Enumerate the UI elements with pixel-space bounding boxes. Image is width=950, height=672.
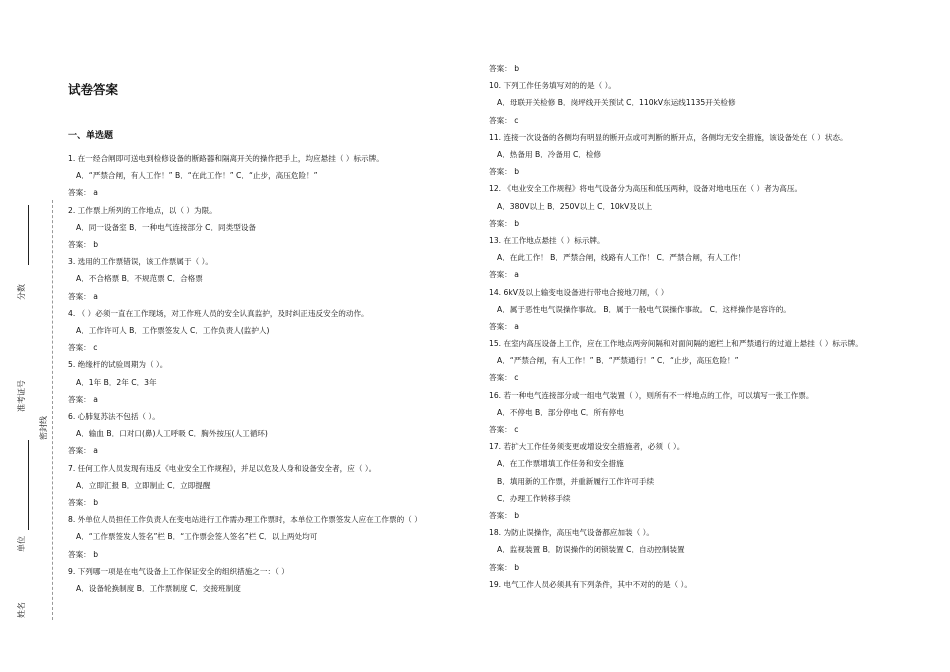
answer-line: 答案： b [489,562,520,572]
question-line: 8. 外单位人员担任工作负责人在变电站进行工作需办理工作票时，本单位工作票签发人应在工作票的（ ） [68,515,422,525]
answer-line: 答案： a [68,394,98,404]
answer-line: 答案： a [68,188,98,198]
option-line: A．不合格票 B．不规范票 C．合格票 [76,274,203,284]
answer-line: 答案： b [489,511,520,521]
question-line: 4. （ ）必须一直在工作现场，对工作班人员的安全认真监护，及时纠正违反安全的动作。 [68,308,369,318]
answer-line: 答案： a [68,291,98,301]
answer-line: 答案： c [489,425,519,435]
question-line: 1. 在一经合闸即可送电到检修设备的断路器和隔离开关的操作把手上，均应悬挂（ ）标示牌。 [68,154,384,163]
answer-line: 答案： b [489,167,520,177]
question-line: 19. 电气工作人员必须具有下列条件，其中不对的的是（ ）。 [489,579,692,589]
option-line: A．在工作票增填工作任务和安全措施 [497,459,624,469]
score-underline [28,205,29,265]
exam-id-label: 准考证号 [17,380,26,412]
right-column [489,60,899,593]
answer-line: 答案： c [68,343,98,353]
question-line: 11. 连接一次设备的各侧均有明显的断开点或可判断的断开点，各侧均无安全措施，该设备处在（ ）状态。 [489,132,848,142]
answer-line: 答案： b [68,498,99,508]
option-line: A．同一设备室 B．一种电气连接部分 C．同类型设备 [76,222,257,232]
left-column [68,150,468,597]
page-title: 试卷答案 [68,82,119,97]
question-line: 12. 《电业安全工作规程》将电气设备分为高压和低压两种，设备对地电压在（ ）者为高压。 [489,184,803,194]
option-line: A．监视装置 B．防误操作的闭锁装置 C．自动控制装置 [497,545,685,555]
option-line: A．输血 B．口对口(鼻)人工呼吸 C．胸外按压(人工循环) [76,429,268,439]
option-line: A．母联开关检修 B．岗坪线开关预试 C．110kV东运线1135开关检修 [497,98,736,108]
option-line: A．在此工作！ B．严禁合闸，线路有人工作！ C．严禁合闸，有人工作！ [497,253,746,263]
question-line: 16. 若一种电气连接部分或一组电气装置（ ），则所有不一样地点的工作，可以填写一张工作票。 [489,390,814,400]
unit-label: 单位 [17,536,26,552]
question-line: 6. 心肺复苏法不包括（ ）。 [68,412,160,422]
option-line: A．380V以上 B．250V以上 C．10kV及以上 [497,201,653,211]
question-line: 15. 在室内高压设备上工作，应在工作地点两旁间隔和对面间隔的遮栏上和严禁通行的过道上悬挂（ ）标示牌。 [489,339,863,349]
option-line: A．“严禁合闸，有人工作！” B．“在此工作！” C．“止步，高压危险！” [76,171,318,181]
unit-underline [28,440,29,530]
question-line: 14. 6kV及以上输变电设备进行带电合接地刀闸，（ ） [489,287,669,297]
option-line: B．填用新的工作票，并重新履行工作许可手续 [497,476,655,486]
question-line: 9. 下列哪一项是在电气设备上工作保证安全的组织措施之一：（ ） [68,566,289,576]
option-line: A．设备轮换制度 B．工作票制度 C．交接班制度 [76,584,241,594]
name-label: 姓名 [17,602,26,618]
answer-line: 答案： b [68,549,99,559]
option-line: A．热备用 B．冷备用 C．检修 [497,150,602,160]
option-line: A．“严禁合闸，有人工作！” B．“严禁通行！” C．“止步，高压危险！” [497,356,739,366]
seal-line-label: 密封线 [39,416,48,440]
option-line: A．1年 B．2年 C．3年 [76,377,157,387]
answer-line: 答案： a [489,270,519,280]
seal-dashed-line [52,200,53,620]
option-line: A．“工作票签发人签名”栏 B．“工作票会签人签名”栏 C．以上两处均可 [76,532,318,542]
score-label: 分数 [17,284,26,300]
option-line: A．属于恶性电气误操作事故。 B．属于一般电气误操作事故。 C．这样操作是容许的。 [497,304,791,314]
answer-line: 答案： b [489,64,520,73]
answer-line: 答案： b [68,240,99,250]
question-line: 5. 绝缘杆的试验周期为（ ）。 [68,360,168,370]
option-line: C．办理工作转移手续 [497,493,571,503]
section-heading: 一、单选题 [68,131,114,141]
question-line: 2. 工作票上所列的工作地点，以（ ）为限。 [68,205,217,215]
option-line: A．不停电 B．部分停电 C．所有停电 [497,407,624,417]
question-line: 7. 任何工作人员发现有违反《电业安全工作规程》，并足以危及人身和设备安全者，应（ ）。 [68,463,377,473]
question-line: 3. 选用的工作票错误，该工作票属于（ ）。 [68,257,213,267]
answer-line: 答案： c [489,115,519,125]
option-line: A．立即汇报 B．立即制止 C．立即提醒 [76,480,211,490]
answer-line: 答案： a [68,446,98,456]
answer-line: 答案： b [489,218,520,228]
question-line: 17. 若扩大工作任务须变更或增设安全措施者，必须（ ）。 [489,442,685,452]
question-line: 18. 为防止误操作，高压电气设备都应加装（ ）。 [489,528,654,538]
answer-line: 答案： c [489,373,519,383]
question-line: 10. 下列工作任务填写对的的是（ ）。 [489,81,617,91]
question-line: 13. 在工作地点悬挂（ ）标示牌。 [489,236,605,246]
option-line: A．工作许可人 B．工作票签发人 C．工作负责人(监护人) [76,326,270,336]
answer-line: 答案： a [489,322,519,332]
